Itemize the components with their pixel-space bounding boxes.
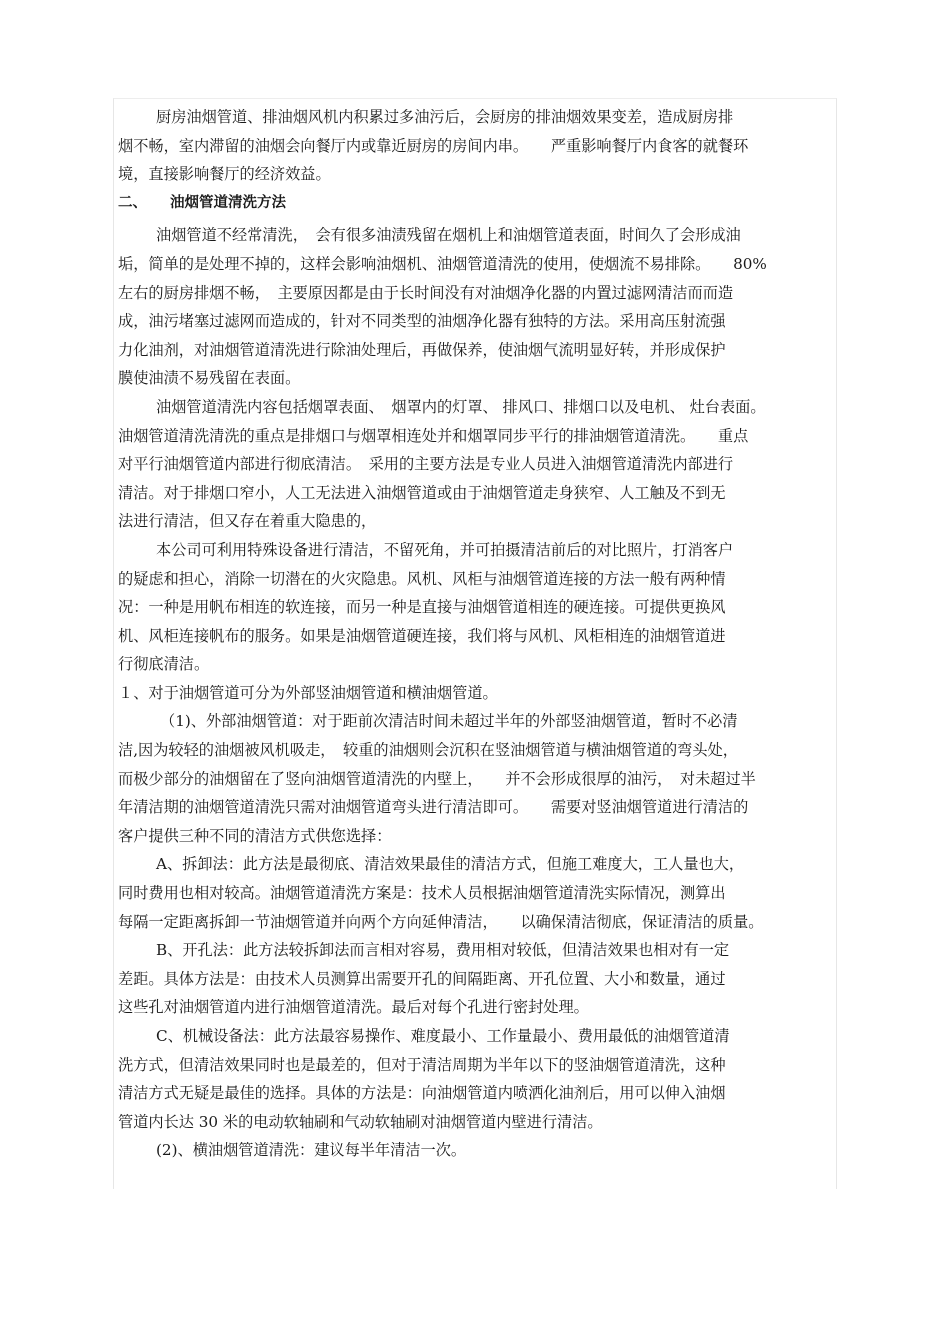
- paragraph-method-b: [118, 936, 834, 1022]
- paragraph-cleaning-method: [118, 221, 834, 393]
- paragraph-horizontal-duct: (2)、横油烟管道清洗：建议每半年清洁一次。: [156, 1141, 467, 1160]
- text-line: 洁,因为较轻的油烟被风机吸走， 较重的油烟则会沉积在竖油烟管道与横油烟管道的弯头处，: [118, 741, 738, 760]
- text-line: 境，直接影响餐厅的经济效益。: [118, 165, 331, 184]
- text-line: 差距。具体方法是：由技术人员测算出需要开孔的间隔距离、开孔位置、大小和数量，通过: [118, 969, 726, 988]
- text-line: 洗方式，但清洁效果同时也是最差的，但对于清洁周期为半年以下的竖油烟管道清洗，这种: [118, 1055, 726, 1074]
- text-line: 对平行油烟管道内部进行彻底清洁。 采用的主要方法是专业人员进入油烟管道清洗内部进行: [118, 455, 734, 474]
- list-item-1: １、对于油烟管道可分为外部竖油烟管道和横油烟管道。: [118, 683, 498, 702]
- text-line: 清洁方式无疑是最佳的选择。具体的方法是：向油烟管道内喷洒化油剂后，用可以伸入油烟: [118, 1084, 726, 1103]
- text-line: 油烟管道清洗内容包括烟罩表面、 烟罩内的灯罩、 排风口、排烟口以及电机、 灶台表面。: [156, 397, 766, 416]
- section-title: 油烟管道清洗方法: [170, 193, 286, 211]
- text-line: 的疑虑和担心，消除一切潜在的火灾隐患。风机、风柜与油烟管道连接的方法一般有两种情: [118, 569, 726, 588]
- paragraph-external-duct: [118, 707, 834, 850]
- text-line: 膜使油渍不易残留在表面。: [118, 369, 301, 388]
- text-line: 油烟管道清洗清洗的重点是排烟口与烟罩相连处并和烟罩同步平行的排油烟管道清洗。 重点: [118, 426, 749, 445]
- text-line: 法进行清洁，但又存在着重大隐患的，: [118, 512, 377, 531]
- text-line: 清洁。对于排烟口窄小，人工无法进入油烟管道或由于油烟管道走身狭窄、人工触及不到无: [118, 483, 726, 502]
- section-number: 二、: [118, 193, 147, 211]
- text-line: 同时费用也相对较高。油烟管道清洗方案是：技术人员根据油烟管道清洗实际情况，测算出: [118, 884, 726, 903]
- text-line: 况：一种是用帆布相连的软连接，而另一种是直接与油烟管道相连的硬连接。可提供更换风: [118, 598, 726, 617]
- text-line: 年清洁期的油烟管道清洗只需对油烟管道弯头进行清洁即可。 需要对竖油烟管道进行清洁的: [118, 798, 749, 817]
- text-line: 管道内长达 30 米的电动软轴刷和气动软轴刷对油烟管道内壁进行清洁。: [118, 1112, 603, 1131]
- text-line: 客户提供三种不同的清洁方式供您选择：: [118, 826, 392, 845]
- text-line: 力化油剂，对油烟管道清洗进行除油处理后，再做保养，使油烟气流明显好转，并形成保护: [118, 340, 726, 359]
- paragraph-intro: [118, 103, 834, 189]
- text-line: 左右的厨房排烟不畅， 主要原因都是由于长时间没有对油烟净化器的内置过滤网清洁而而造: [118, 283, 734, 302]
- text-line: 烟不畅，室内滞留的油烟会向餐厅内或靠近厨房的房间内串。 严重影响餐厅内食客的就餐环: [118, 136, 749, 155]
- text-line: 行彻底清洁。: [118, 655, 210, 674]
- paragraph-company-service: [118, 536, 834, 679]
- text-line: 而极少部分的油烟留在了竖向油烟管道清洗的内壁上， 并不会形成很厚的油污， 对未超过半: [118, 769, 756, 788]
- paragraph-cleaning-scope: [118, 393, 834, 536]
- text-line: 垢，简单的是处理不掉的，这样会影响油烟机、油烟管道清洗的使用，使烟流不易排除。 80%: [118, 254, 767, 273]
- text-line: 本公司可利用特殊设备进行清洁，不留死角，并可拍摄清洁前后的对比照片，打消客户: [156, 540, 734, 559]
- text-line: （1)、外部油烟管道：对于距前次清洁时间未超过半年的外部竖油烟管道，暂时不必清: [160, 712, 738, 731]
- text-line: C、机械设备法：此方法最容易操作、难度最小、工作量最小、费用最低的油烟管道清: [156, 1027, 730, 1045]
- text-line: 成，油污堵塞过滤网而造成的，针对不同类型的油烟净化器有独特的方法。采用高压射流强: [118, 312, 726, 331]
- text-line: A、拆卸法：此方法是最彻底、清洁效果最佳的清洁方式，但施工难度大，工人量也大，: [156, 855, 745, 874]
- text-line: 这些孔对油烟管道内进行油烟管道清洗。最后对每个孔进行密封处理。: [118, 998, 589, 1017]
- paragraph-method-a: [118, 850, 834, 936]
- section-heading: [118, 189, 834, 218]
- text-line: 机、风柜连接帆布的服务。如果是油烟管道硬连接，我们将与风机、风柜相连的油烟管道进: [118, 626, 726, 645]
- text-line: 油烟管道不经常清洗， 会有很多油渍残留在烟机上和油烟管道表面，时间久了会形成油: [156, 226, 741, 245]
- paragraph-method-c: [118, 1022, 834, 1136]
- text-line: 每隔一定距离拆卸一节油烟管道并向两个方向延伸清洁， 以确保清洁彻底，保证清洁的质量。: [118, 912, 764, 931]
- document-body: [118, 103, 834, 1165]
- text-line: B、开孔法：此方法较拆卸法而言相对容易，费用相对较低，但清洁效果也相对有一定: [156, 941, 730, 960]
- text-line: 厨房油烟管道、排油烟风机内积累过多油污后，会厨房的排油烟效果变差，造成厨房排: [156, 108, 734, 126]
